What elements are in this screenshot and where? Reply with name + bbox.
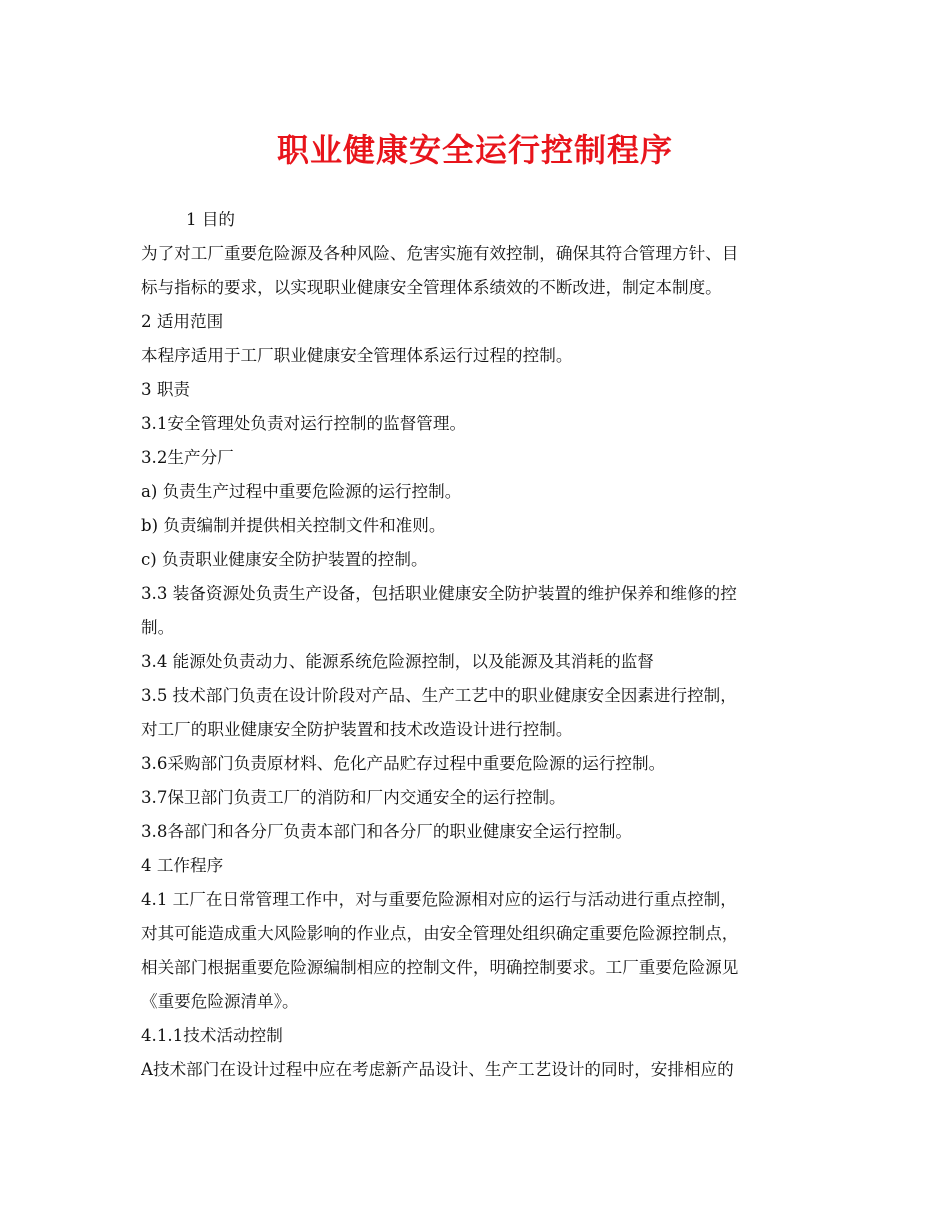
- list-item: b) 负责编制并提供相关控制文件和准则。: [141, 516, 446, 535]
- paragraph-line: 对其可能造成重大风险影响的作业点，由安全管理处组织确定重要危险源控制点，: [141, 924, 739, 943]
- subheading-technical-control: 4.1.1技术活动控制: [141, 1026, 283, 1045]
- list-item: a) 负责生产过程中重要危险源的运行控制。: [141, 482, 462, 501]
- heading-purpose: 1 目的: [186, 210, 236, 229]
- paragraph-line: 标与指标的要求，以实现职业健康安全管理体系绩效的不断改进，制定本制度。: [141, 278, 722, 297]
- document-body: [141, 203, 821, 1087]
- paragraph-line: 3.8各部门和各分厂负责本部门和各分厂的职业健康安全运行控制。: [141, 822, 633, 841]
- paragraph-line: 3.6采购部门负责原材料、危化产品贮存过程中重要危险源的运行控制。: [141, 754, 666, 773]
- paragraph-line: 3.3 装备资源处负责生产设备，包括职业健康安全防护装置的维护保养和维修的控: [141, 584, 737, 603]
- heading-scope: 2 适用范围: [141, 312, 224, 331]
- paragraph-line: 相关部门根据重要危险源编制相应的控制文件，明确控制要求。工厂重要危险源见: [141, 958, 739, 977]
- paragraph-line: 3.4 能源处负责动力、能源系统危险源控制，以及能源及其消耗的监督: [141, 652, 654, 671]
- paragraph-line: 对工厂的职业健康安全防护装置和技术改造设计进行控制。: [141, 720, 573, 739]
- paragraph-line: 制。: [141, 618, 175, 637]
- list-item: c) 负责职业健康安全防护装置的控制。: [141, 550, 428, 569]
- paragraph-line: 《重要危险源清单》。: [141, 992, 299, 1011]
- paragraph-line: 3.5 技术部门负责在设计阶段对产品、生产工艺中的职业健康安全因素进行控制，: [141, 686, 737, 705]
- document-title: 职业健康安全运行控制程序: [276, 131, 673, 169]
- paragraph-line: A技术部门在设计过程中应在考虑新产品设计、生产工艺设计的同时，安排相应的: [141, 1060, 734, 1079]
- paragraph-line: 3.1安全管理处负责对运行控制的监督管理。: [141, 414, 467, 433]
- paragraph-line: 3.7保卫部门负责工厂的消防和厂内交通安全的运行控制。: [141, 788, 566, 807]
- paragraph-line: 为了对工厂重要危险源及各种风险、危害实施有效控制，确保其符合管理方针、目: [141, 244, 739, 263]
- paragraph-line: 本程序适用于工厂职业健康安全管理体系运行过程的控制。: [141, 346, 573, 365]
- paragraph-line: 3.2生产分厂: [141, 448, 234, 467]
- heading-procedure: 4 工作程序: [141, 856, 224, 875]
- heading-responsibilities: 3 职责: [141, 380, 191, 399]
- paragraph-line: 4.1 工厂在日常管理工作中，对与重要危险源相对应的运行与活动进行重点控制，: [141, 890, 737, 909]
